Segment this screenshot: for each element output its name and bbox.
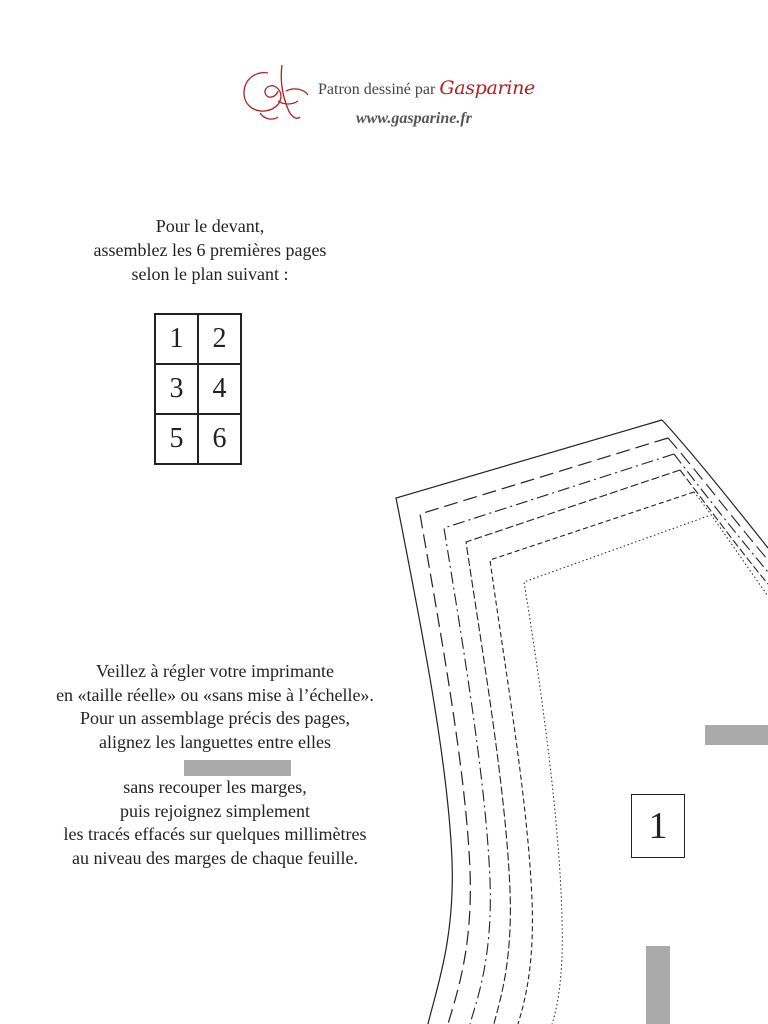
grid-cell: 4: [198, 364, 241, 414]
curve-outer: [662, 420, 768, 548]
dash-dot-line: [444, 454, 674, 1024]
intro-line: assemblez les 6 premières pages: [93, 240, 327, 260]
grid-cell: 2: [198, 314, 241, 364]
grid-cell: 1: [155, 314, 198, 364]
notice-line: en «taille réelle» ou «sans mise à l’échelle».: [56, 684, 374, 705]
brand-name: Gasparine: [439, 77, 535, 99]
outer-cut-line: [396, 420, 662, 1024]
notice-line: Veillez à régler votre imprimante: [96, 661, 334, 681]
curve-dash-dot: [674, 454, 768, 572]
notice-line: les tracés effacés sur quelques millimètres: [63, 824, 367, 844]
notice-line: au niveau des marges de chaque feuille.: [71, 847, 359, 868]
grid-cell: 6: [198, 414, 241, 464]
seam-line: [466, 470, 680, 1024]
notice-line: sans recouper les marges,: [123, 777, 307, 797]
inner-cut-line: [420, 438, 668, 1024]
curve-seam: [680, 470, 768, 584]
notice-line: alignez les languettes entre elles: [99, 731, 331, 752]
grid-cell: 3: [155, 364, 198, 414]
grid-cell: 5: [155, 414, 198, 464]
header-subtitle: Patron dessiné par Gasparine: [318, 77, 535, 99]
website-url[interactable]: www.gasparine.fr: [356, 110, 472, 127]
notice-line: puis rejoignez simplement: [120, 800, 310, 821]
alignment-tab-right: [705, 725, 768, 745]
curve-dashed: [668, 438, 768, 560]
intro-line: Pour le devant,: [155, 216, 265, 236]
intro-line: selon le plan suivant :: [131, 264, 289, 284]
alignment-tab-bottom: [646, 946, 670, 1024]
notice-line: Pour un assemblage précis des pages,: [80, 708, 350, 728]
curve-dotted: [694, 492, 768, 596]
dashed-line: [490, 492, 694, 1024]
page-number-box: 1: [631, 794, 685, 858]
dotted-line: [524, 516, 708, 1024]
alignment-tab-sample: [184, 760, 291, 776]
assembly-notice: [30, 776, 400, 870]
printing-notice: [30, 660, 400, 754]
